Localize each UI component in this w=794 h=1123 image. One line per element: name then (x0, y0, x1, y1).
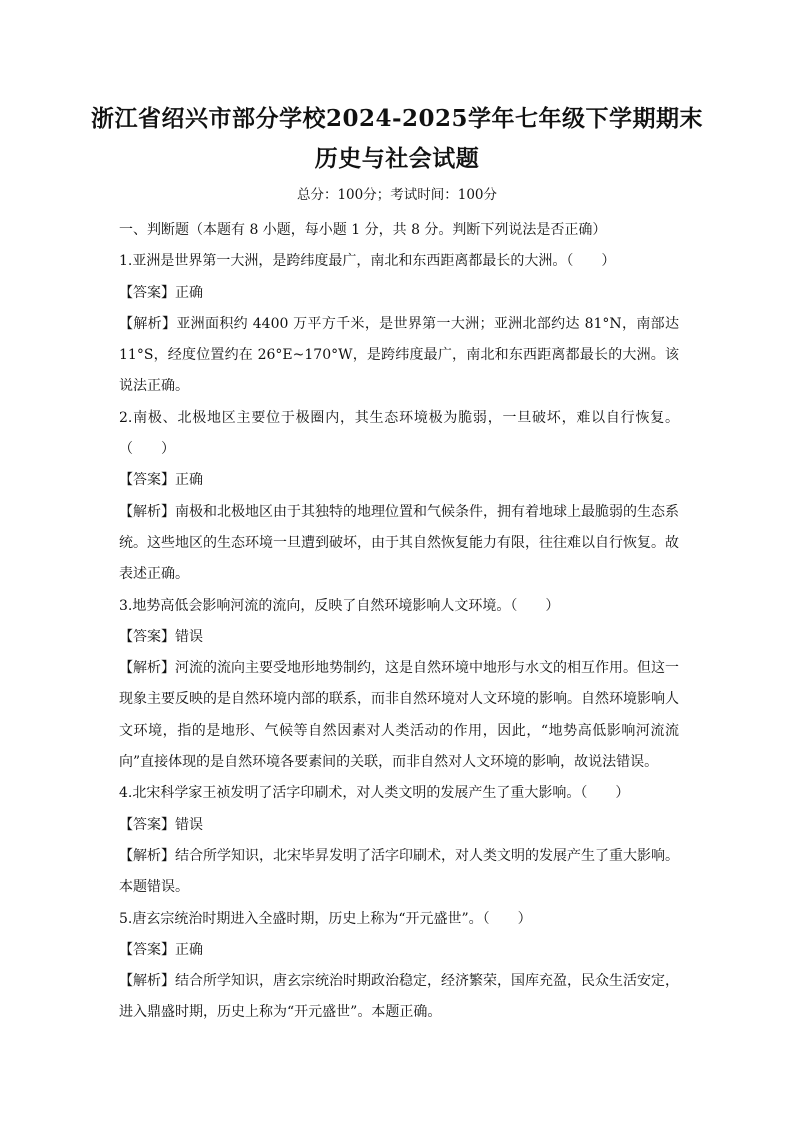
question-2-text: 2.南极、北极地区主要位于极圈内，其生态环境极为脆弱，一旦破坏，难以自行恢复。（ ） (119, 409, 679, 458)
question-5-answer (119, 935, 679, 966)
answer-value: 正确 (175, 472, 203, 489)
explanation-label: 【解析】 (119, 503, 175, 520)
explanation-text: 结合所学知识，唐玄宗统治时期政治稳定，经济繁荣，国库充盈，民众生活安定，进入鼎盛时期，历史上称为“开元盛世”。本题正确。 (119, 973, 679, 1021)
answer-value: 正确 (175, 284, 203, 301)
explanation-label: 【解析】 (119, 660, 175, 677)
question-3-explanation (119, 653, 679, 778)
question-4-answer (119, 810, 679, 841)
question-1-text: 1.亚洲是世界第一大洲，是跨纬度最广，南北和东西距离都最长的大洲。（ ） (119, 253, 616, 270)
question-4-explanation (119, 841, 679, 904)
answer-label: 【答案】 (119, 816, 175, 833)
question-4-text: 4.北宋科学家王祯发明了活字印刷术，对人类文明的发展产生了重大影响。（ ） (119, 785, 630, 802)
document-body (119, 215, 679, 1029)
explanation-text: 结合所学知识，北宋毕昇发明了活字印刷术，对人类文明的发展产生了重大影响。本题错误。 (119, 847, 679, 896)
answer-value: 错误 (175, 628, 203, 645)
explanation-text: 河流的流向主要受地形地势制约，这是自然环境中地形与水文的相互作用。但这一现象主要反映的是自然环境内部的联系，而非自然环境对人文环境的影响。自然环境影响人文环境，指的是地形、气候等自然因素对人类活动的作用，因此，“地势高低影响河流流向”直接体现的是自然环境各要素间的关联，而非自然对人文环境的影响，故说法错误。 (119, 660, 679, 771)
explanation-label: 【解析】 (119, 973, 175, 990)
exam-info: 总分：100分；考试时间：100分 (296, 187, 498, 203)
answer-label: 【答案】 (119, 628, 175, 645)
question-3-text: 3.地势高低会影响河流的流向，反映了自然环境影响人文环境。（ ） (119, 597, 560, 614)
explanation-text: 南极和北极地区由于其独特的地理位置和气候条件，拥有着地球上最脆弱的生态系统。这些地区的生态环境一旦遭到破坏，由于其自然恢复能力有限，往往难以自行恢复。故表述正确。 (119, 503, 679, 583)
question-1-answer (119, 278, 679, 309)
section-heading: 一、判断题（本题有 8 小题，每小题 1 分，共 8 分。判断下列说法是否正确） (119, 222, 607, 238)
answer-label: 【答案】 (119, 472, 175, 489)
question-5-text: 5.唐玄宗统治时期进入全盛时期，历史上称为“开元盛世”。（ ） (119, 910, 532, 927)
question-2-answer (119, 465, 679, 496)
answer-value: 错误 (175, 816, 203, 833)
document-title-line1: 浙江省绍兴市部分学校2024-2025学年七年级下学期期末 (90, 105, 704, 132)
answer-value: 正确 (175, 941, 203, 958)
answer-label: 【答案】 (119, 941, 175, 958)
document-title-line2: 历史与社会试题 (314, 145, 480, 172)
question-5-explanation (119, 966, 679, 1029)
question-3-answer (119, 622, 679, 653)
explanation-label: 【解析】 (119, 315, 177, 332)
question-2-explanation (119, 497, 679, 591)
answer-label: 【答案】 (119, 284, 175, 301)
explanation-label: 【解析】 (119, 847, 175, 864)
explanation-text: 亚洲面积约 4400 万平方千米，是世界第一大洲；亚洲北部约达 81°N，南部达 11°S，经度位置约在 26°E~170°W，是跨纬度最广，南北和东西距离都最长的大洲。该说法正确。 (119, 315, 679, 395)
question-1-explanation (119, 309, 679, 403)
